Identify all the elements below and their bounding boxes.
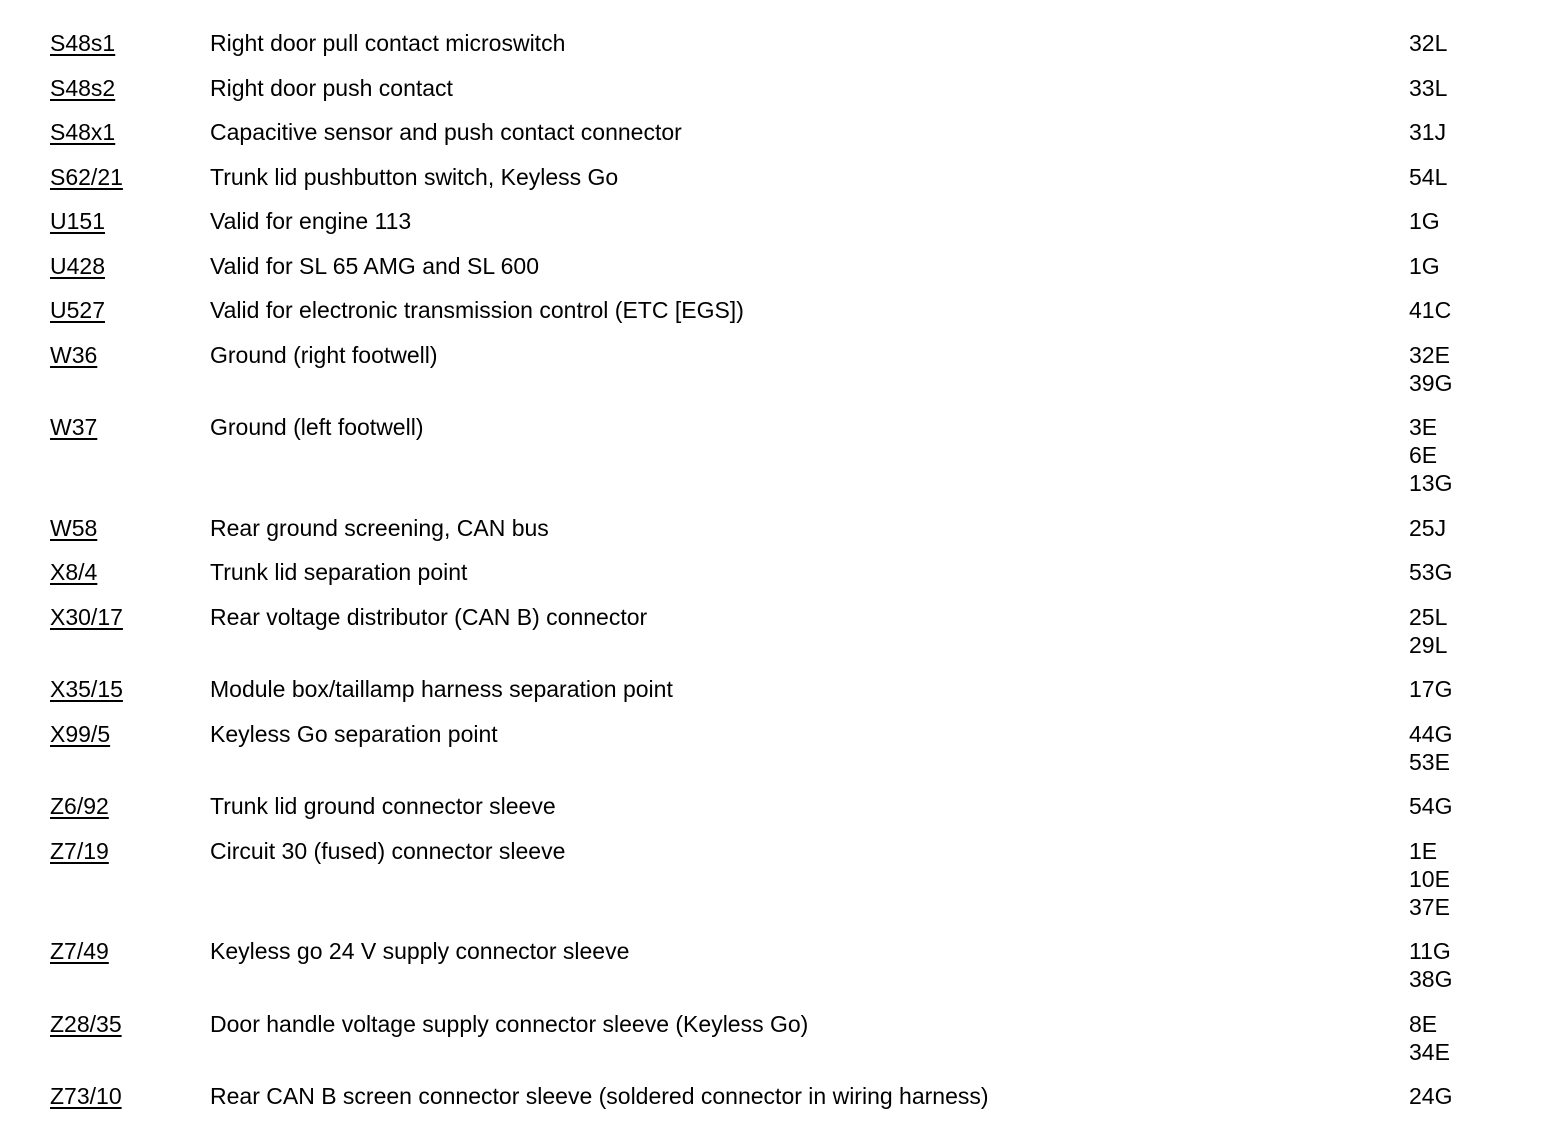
component-description: Keyless Go separation point: [210, 720, 498, 747]
grid-locations: [1409, 835, 1568, 921]
component-code-link[interactable]: U527: [50, 297, 105, 323]
component-code-link[interactable]: W58: [50, 514, 98, 541]
grid-location: 54L: [1409, 163, 1448, 190]
legend-row: [0, 790, 1568, 820]
grid-locations: [1409, 601, 1568, 659]
grid-location: 41C: [1409, 297, 1452, 323]
grid-locations: [1409, 718, 1568, 776]
component-code-link[interactable]: X8/4: [50, 559, 98, 585]
grid-location: 37E: [1409, 893, 1450, 920]
grid-location: 1G: [1409, 252, 1440, 279]
grid-locations: [1409, 205, 1568, 235]
component-code-link[interactable]: S62/21: [50, 163, 123, 190]
grid-location: 38G: [1409, 966, 1453, 992]
legend-row: [0, 512, 1568, 542]
grid-location: 53G: [1409, 559, 1453, 585]
component-code-link[interactable]: Z28/35: [50, 1010, 122, 1037]
grid-locations: [1409, 294, 1568, 324]
grid-location: 44G: [1409, 720, 1453, 747]
legend-row: [0, 294, 1568, 324]
grid-location: 6E: [1409, 442, 1438, 468]
grid-location: 29L: [1409, 631, 1448, 658]
component-description: Trunk lid ground connector sleeve: [210, 793, 556, 819]
component-description: Capacitive sensor and push contact connector: [210, 119, 682, 145]
component-code-link[interactable]: U151: [50, 208, 105, 234]
grid-locations: [1409, 339, 1568, 397]
component-code-link[interactable]: X35/15: [50, 676, 123, 702]
grid-location: 17G: [1409, 676, 1453, 702]
legend-row: [0, 601, 1568, 659]
component-description: Rear ground screening, CAN bus: [210, 514, 549, 541]
component-description: Rear CAN B screen connector sleeve (soldered connector in wiring harness): [210, 1083, 989, 1109]
grid-locations: [1409, 411, 1568, 497]
legend-row: [0, 935, 1568, 993]
grid-locations: [1409, 1008, 1568, 1066]
component-code-link[interactable]: Z7/19: [50, 837, 109, 864]
grid-locations: [1409, 27, 1568, 57]
grid-location: 32E: [1409, 341, 1450, 368]
grid-locations: [1409, 935, 1568, 993]
grid-location: 13G: [1409, 470, 1453, 496]
component-code-link[interactable]: S48s2: [50, 74, 116, 101]
component-description: Right door pull contact microswitch: [210, 30, 566, 56]
grid-location: 25J: [1409, 514, 1447, 541]
component-code-link[interactable]: Z7/49: [50, 938, 109, 964]
grid-locations: [1409, 556, 1568, 586]
grid-location: 8E: [1409, 1010, 1438, 1037]
legend-row: [0, 1080, 1568, 1110]
legend-row: [0, 161, 1568, 191]
legend-row: [0, 835, 1568, 921]
component-code-link[interactable]: S48x1: [50, 119, 116, 145]
component-description: Rear voltage distributor (CAN B) connector: [210, 603, 648, 630]
legend-row: [0, 556, 1568, 586]
grid-location: 32L: [1409, 30, 1448, 56]
component-description: Keyless go 24 V supply connector sleeve: [210, 938, 630, 964]
grid-location: 33L: [1409, 74, 1448, 101]
grid-location: 39G: [1409, 369, 1453, 396]
grid-locations: [1409, 512, 1568, 542]
legend-row: [0, 250, 1568, 280]
grid-location: 53E: [1409, 748, 1450, 775]
component-description: Ground (left footwell): [210, 414, 424, 440]
grid-locations: [1409, 72, 1568, 102]
grid-location: 1G: [1409, 208, 1440, 234]
component-legend-table: [0, 27, 1568, 1125]
legend-row: [0, 411, 1568, 497]
legend-row: [0, 72, 1568, 102]
component-code-link[interactable]: Z6/92: [50, 793, 109, 819]
legend-row: [0, 116, 1568, 146]
component-code-link[interactable]: Z73/10: [50, 1083, 122, 1109]
grid-locations: [1409, 673, 1568, 703]
component-description: Module box/taillamp harness separation point: [210, 676, 673, 702]
component-code-link[interactable]: X99/5: [50, 720, 111, 747]
grid-locations: [1409, 161, 1568, 191]
component-code-link[interactable]: W37: [50, 414, 98, 440]
component-description: Door handle voltage supply connector sleeve (Keyless Go): [210, 1010, 809, 1037]
grid-location: 24G: [1409, 1083, 1453, 1109]
component-description: Trunk lid pushbutton switch, Keyless Go: [210, 163, 619, 190]
legend-row: [0, 1008, 1568, 1066]
grid-locations: [1409, 250, 1568, 280]
grid-location: 31J: [1409, 119, 1447, 145]
legend-row: [0, 339, 1568, 397]
component-description: Circuit 30 (fused) connector sleeve: [210, 837, 566, 864]
grid-location: 3E: [1409, 414, 1438, 440]
grid-location: 11G: [1409, 938, 1451, 964]
legend-row: [0, 27, 1568, 57]
component-description: Right door push contact: [210, 74, 453, 101]
component-description: Valid for engine 113: [210, 208, 412, 234]
component-description: Valid for electronic transmission control (ETC [EGS]): [210, 297, 744, 323]
grid-location: 25L: [1409, 603, 1448, 630]
legend-row: [0, 205, 1568, 235]
grid-location: 34E: [1409, 1038, 1450, 1065]
component-description: Trunk lid separation point: [210, 559, 468, 585]
component-code-link[interactable]: U428: [50, 252, 105, 279]
grid-locations: [1409, 790, 1568, 820]
legend-row: [0, 673, 1568, 703]
grid-locations: [1409, 1080, 1568, 1110]
component-description: Valid for SL 65 AMG and SL 600: [210, 252, 540, 279]
component-code-link[interactable]: W36: [50, 341, 98, 368]
component-code-link[interactable]: S48s1: [50, 30, 116, 56]
component-description: Ground (right footwell): [210, 341, 438, 368]
legend-row: [0, 718, 1568, 776]
grid-location: 1E: [1409, 837, 1438, 864]
component-code-link[interactable]: X30/17: [50, 603, 123, 630]
grid-locations: [1409, 116, 1568, 146]
grid-location: 10E: [1409, 865, 1450, 892]
grid-location: 54G: [1409, 793, 1453, 819]
